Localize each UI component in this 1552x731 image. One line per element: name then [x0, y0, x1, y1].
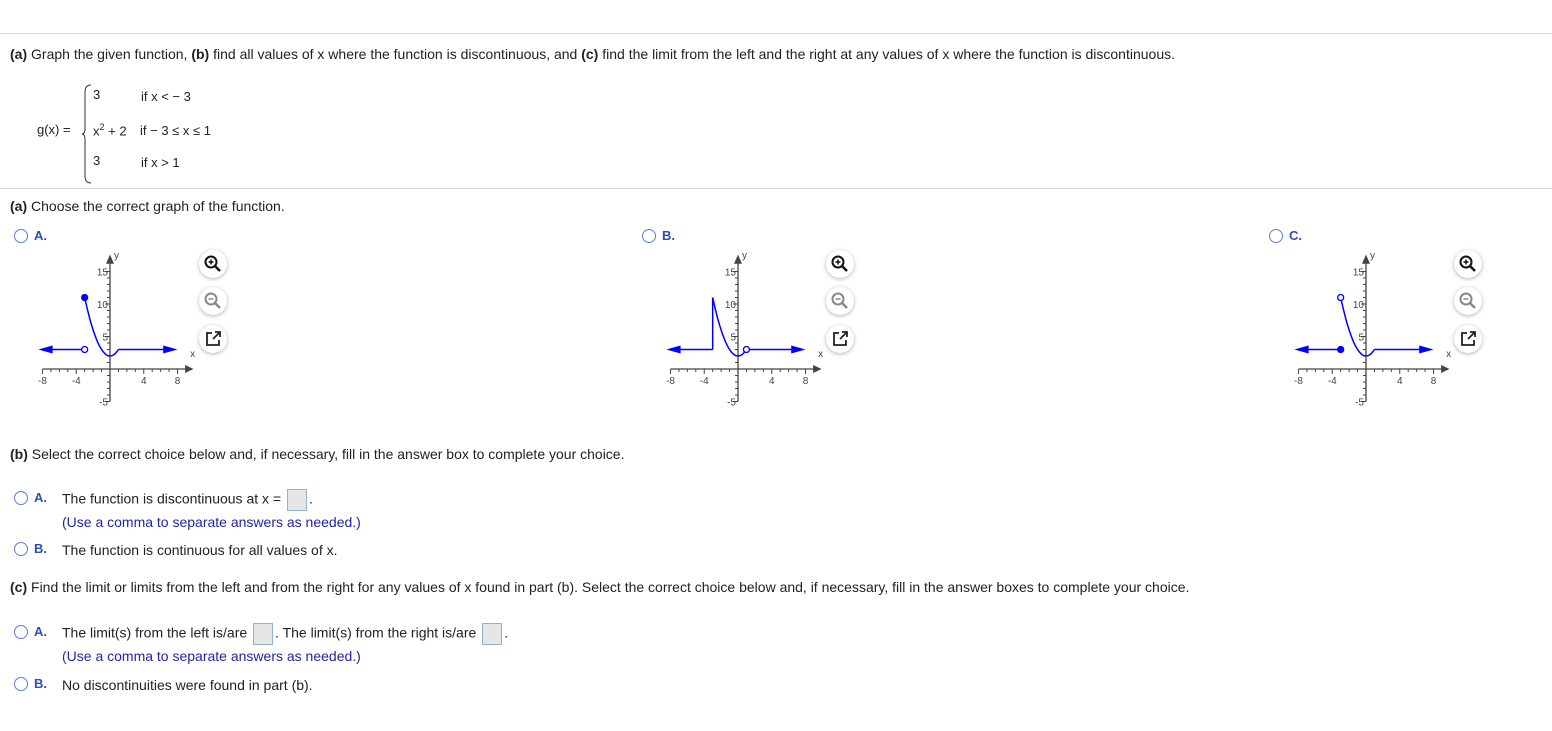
part-a-prompt-text: Choose the correct graph of the function. [27, 198, 285, 214]
option-text-value: The function is discontinuous at x = [62, 490, 285, 507]
zoom-in-button[interactable] [826, 250, 854, 278]
zoom-in-icon [1454, 250, 1482, 278]
y-axis-arrow [106, 255, 114, 264]
x-tick-label: 4 [140, 376, 147, 387]
y-axis-label: y [742, 250, 747, 262]
y-tick-label: 5 [730, 332, 736, 344]
hint: (Use a comma to separate answers as needed.) [62, 514, 361, 530]
part-a-label: (a) [10, 46, 28, 62]
radio-b-b[interactable] [14, 542, 28, 556]
x-tick-label: -8 [1294, 376, 1303, 387]
option-label: A. [34, 624, 47, 639]
answer-box-left[interactable] [253, 623, 273, 645]
row-cond: if x > 1 [141, 155, 180, 170]
zoom-out-icon [1454, 287, 1482, 315]
expr-base: x [93, 123, 100, 139]
y-tick-label: -5 [727, 397, 736, 409]
x-tick-label: 8 [1430, 376, 1437, 387]
arrow-right [791, 346, 805, 354]
open-point [82, 347, 88, 353]
y-tick-label: 15 [1352, 267, 1364, 279]
open-point [743, 347, 749, 353]
x-tick-label: 4 [768, 376, 775, 387]
part-c-prompt-text: Find the limit or limits from the left and from the right for any values of x found in part (b). Select the correct choice below and, if necessary, fill in the answer boxes to complete your choice. [27, 579, 1190, 595]
y-tick-label: 10 [1352, 300, 1364, 311]
question-part-2: find all values of x where the function is discontinuous, and [209, 46, 582, 62]
answer-box-x[interactable] [287, 489, 307, 511]
answer-box-right[interactable] [482, 623, 502, 645]
zoom-out-button[interactable] [826, 287, 854, 315]
question-part-1: Graph the given function, [27, 46, 192, 62]
option-text: No discontinuities were found in part (b). [62, 677, 313, 693]
question-part-3: find the limit from the left and the right at any values of x where the function is discontinuous. [598, 46, 1176, 62]
row-cond: if − 3 ≤ x ≤ 1 [140, 123, 211, 138]
pop-out-button[interactable] [826, 325, 854, 353]
option-text: The function is discontinuous at x = . [62, 489, 313, 511]
closed-point [82, 295, 88, 301]
arrow-left [1294, 346, 1308, 354]
y-tick-label: -5 [99, 397, 108, 409]
x-axis-arrow [185, 365, 193, 373]
y-tick-label: 10 [724, 300, 736, 311]
x-axis-label: x [190, 349, 196, 360]
x-axis-label: x [818, 349, 824, 360]
zoom-out-icon [826, 287, 854, 315]
function-name: g(x) = [37, 122, 71, 137]
option-text-2: . The limit(s) from the right is/are [275, 624, 481, 641]
part-a-prompt [10, 198, 285, 214]
pop-out-button[interactable] [199, 325, 227, 353]
x-tick-label: -4 [699, 376, 709, 387]
zoom-out-icon [199, 287, 227, 315]
part-c-prompt [10, 579, 1189, 595]
hint: (Use a comma to separate answers as needed.) [62, 648, 361, 664]
part-c-label: (c) [581, 46, 599, 62]
zoom-in-icon [199, 250, 227, 278]
row-expr: 3 [93, 87, 101, 102]
divider [0, 188, 1552, 189]
row-expr: 3 [93, 153, 101, 168]
x-tick-label: -4 [1327, 376, 1337, 387]
y-axis-arrow [734, 255, 742, 264]
option-label: B. [34, 541, 47, 556]
option-label: B. [662, 228, 675, 243]
pop-out-button[interactable] [1454, 325, 1482, 353]
row-expr [93, 122, 127, 138]
x-axis-arrow [813, 365, 821, 373]
arrow-right [163, 346, 177, 354]
arrow-left [666, 346, 680, 354]
x-axis-label: x [1446, 349, 1452, 360]
zoom-in-button[interactable] [1454, 250, 1482, 278]
y-axis-label: y [114, 250, 119, 262]
expr-exponent: 2 [99, 122, 105, 132]
part-b-prompt [10, 446, 624, 462]
y-tick-label: 5 [1358, 332, 1364, 344]
zoom-in-icon [826, 250, 854, 278]
zoom-out-button[interactable] [1454, 287, 1482, 315]
brace [82, 84, 92, 184]
x-tick-label: 8 [802, 376, 809, 387]
x-tick-label: 8 [174, 376, 181, 387]
y-tick-label: 10 [96, 300, 108, 311]
part-b-prompt-text: Select the correct choice below and, if necessary, fill in the answer box to complete your choice. [27, 446, 625, 462]
x-axis-arrow [1441, 365, 1449, 373]
zoom-out-button[interactable] [199, 287, 227, 315]
pop-out-icon [1454, 325, 1482, 353]
zoom-in-button[interactable] [199, 250, 227, 278]
radio-c-a[interactable] [14, 625, 28, 639]
option-label: B. [34, 676, 47, 691]
question-text [10, 46, 1175, 62]
radio-a[interactable] [14, 229, 28, 243]
x-tick-label: 4 [1396, 376, 1403, 387]
row-cond: if x < − 3 [141, 89, 191, 104]
part-c-label: (c) [10, 579, 28, 595]
option-label: A. [34, 228, 47, 243]
radio-b-a[interactable] [14, 491, 28, 505]
radio-c[interactable] [1269, 229, 1283, 243]
option-text: The limit(s) from the left is/are . The limit(s) from the right is/are . [62, 623, 508, 645]
y-tick-label: 15 [96, 267, 108, 279]
pop-out-icon [199, 325, 227, 353]
arrow-right [1419, 346, 1433, 354]
part-a-label: (a) [10, 198, 28, 214]
pop-out-icon [826, 325, 854, 353]
open-point [1338, 295, 1344, 301]
y-tick-label: 5 [102, 332, 108, 344]
y-tick-label: 15 [724, 267, 736, 279]
divider [0, 33, 1552, 34]
option-label: A. [34, 490, 47, 505]
expr-rest: + 2 [104, 123, 127, 139]
x-tick-label: -8 [38, 376, 47, 387]
option-text: The function is continuous for all values of x. [62, 542, 338, 558]
option-label: C. [1289, 228, 1302, 243]
y-tick-label: -5 [1355, 397, 1364, 409]
radio-c-b[interactable] [14, 677, 28, 691]
option-text-1: The limit(s) from the left is/are [62, 624, 252, 641]
x-tick-label: -8 [666, 376, 675, 387]
x-tick-label: -4 [71, 376, 81, 387]
part-b-label: (b) [10, 446, 28, 462]
part-b-label: (b) [191, 46, 210, 62]
y-axis-label: y [1370, 250, 1375, 262]
radio-b[interactable] [642, 229, 656, 243]
closed-point [1338, 347, 1344, 353]
y-axis-arrow [1362, 255, 1370, 264]
arrow-left [38, 346, 52, 354]
